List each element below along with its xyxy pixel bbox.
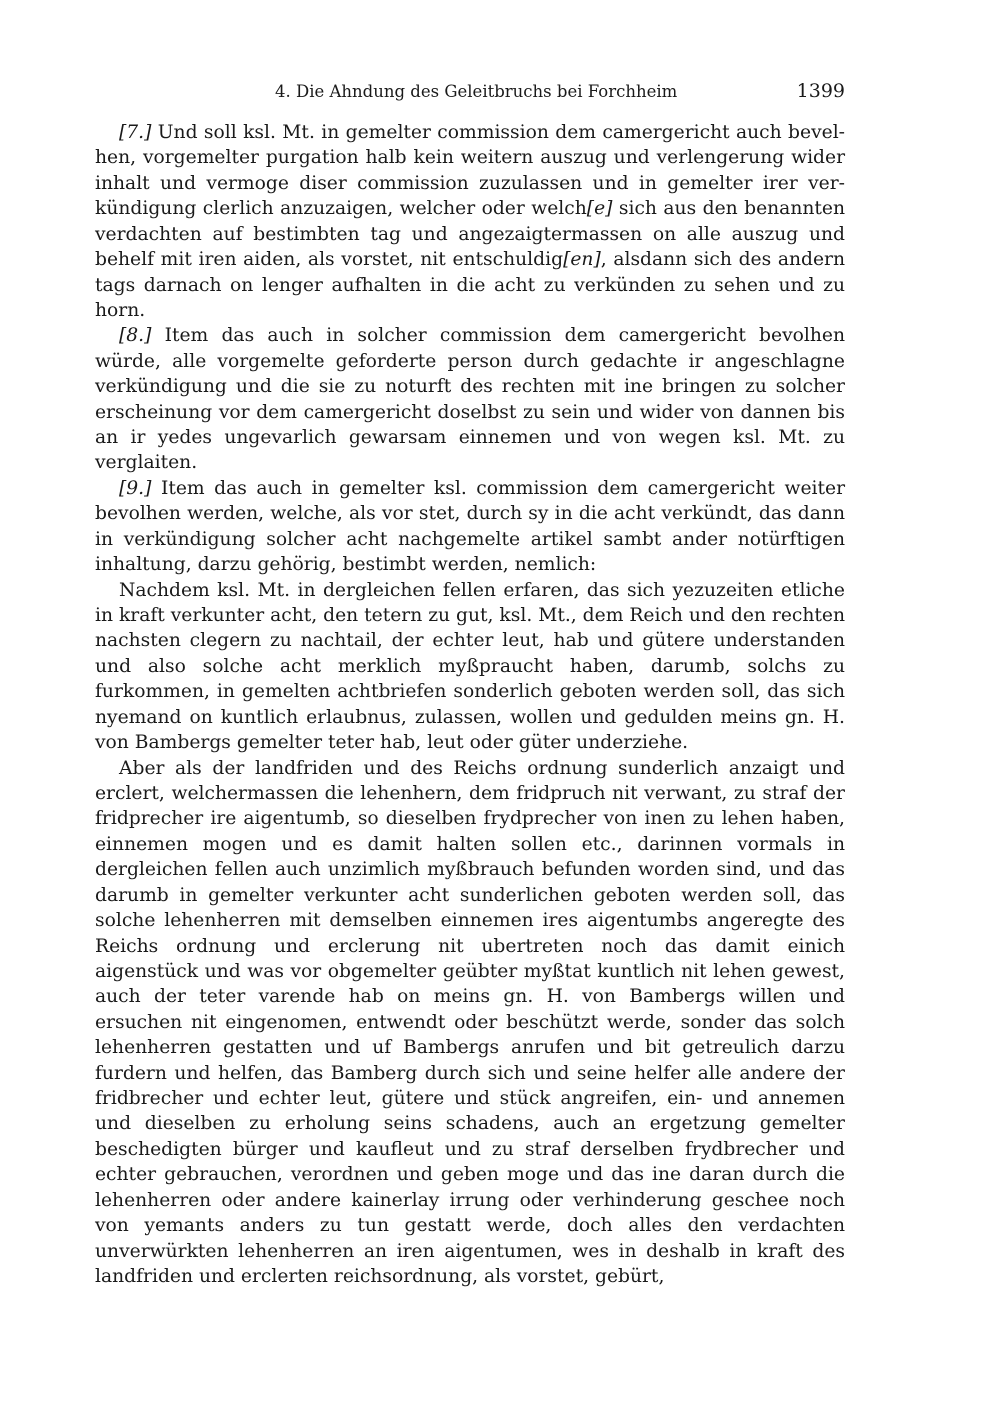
- paragraph-text: Item das auch in solcher commission dem camergericht bevolhen würde, alle vorgemelte geforderte person durch gedachte ir angeschlagne verkündigung und die sie zu noturft des rechten mit ine bringen zu solcher erscheinung vor dem camergericht doselbst zu sein und wider von dannen bis an ir yedes ungevarlich gewarsam einnemen und von wegen ksl. Mt. zu verglaiten.: [95, 325, 845, 474]
- document-body: [95, 120, 845, 1289]
- header-title: 4. Die Ahndung des Geleitbruchs bei Forchheim: [275, 82, 678, 101]
- paragraph-7: [95, 120, 845, 323]
- editorial-insertion: [en]: [563, 249, 601, 271]
- paragraph-nachdem: [95, 578, 845, 756]
- paragraph-text: sich aus den benannten verdachten auf bestimbten tag und angezaigtermassen on alle auszug und behelf mit iren aiden, als vorstet, nit entschuldig: [95, 198, 845, 271]
- paragraph-number: [8.]: [119, 325, 152, 347]
- editorial-insertion: [e]: [586, 198, 613, 220]
- paragraph-text: Nachdem ksl. Mt. in dergleichen fellen erfaren, das sich yezuzeiten etliche in kraft verkunter acht, den tetern zu gut, ksl. Mt., dem Reich und den rechten nachsten clegern zu nachtail, der echter leut, hab und gütere understanden und also solche acht merklich myßpraucht haben, darumb, solchs zu furkommen, in gemelten achtbriefen sonderlich geboten werden soll, das sich nyemand on kuntlich erlaubnus, zulassen, wollen und gedulden meins gn. H. von Bambergs gemelter teter hab, leut oder güter underziehe.: [95, 579, 845, 754]
- paragraph-8: [95, 323, 845, 476]
- paragraph-text: Aber als der landfriden und des Reichs ordnung sunderlich anzaigt und erclert, welchermassen die lehenhern, dem fridpruch nit verwant, zu straf der fridprecher ire aigentumb, so dieselben frydprecher von inen zu lehen haben, einnemen mogen und es damit halten sollen etc., darinnen vormals in dergleichen fellen auch unzimlich myßbrauch befunden worden sind, und das darumb in gemelter verkunter acht sunderlichen geboten werden soll, das solche lehenherren mit demselben einnemen ires aigentumbs angeregte des Reichs ordnung und erclerung nit ubertreten noch das damit einich aigenstück und was vor obgemelter geübter myßtat kuntlich nit lehen gewest, auch der teter varende hab on meins gn. H. von Bambergs willen und ersuchen nit eingenomen, entwendt oder beschützt werde, sonder das solch lehenherren gestatten und uf Bambergs anrufen und bit getreulich darzu furdern und helfen, das Bamberg durch sich und seine helfer alle andere der fridbrecher und echter leut, gütere und stück angreifen, ein- und annemen und dieselben zu erholung seins schadens, auch an ergetzung gemelter beschedigten bürger und kaufleut und zu straf derselben frydbrecher und echter gebrauchen, verordnen und geben moge und das ine daran durch die lehenherren oder andere kainerlay irrung oder verhinderung geschee noch von yemants anders zu tun gestatt werde, doch alles den verdachten unverwürkten lehenherren an iren aigentumen, wes in deshalb in kraft des landfriden und erclerten reichsordnung, als vorstet, gebürt,: [95, 757, 845, 1287]
- paragraph-9: [95, 476, 845, 578]
- paragraph-text: Und soll ksl. Mt. in gemelter commission dem camergericht auch bevelhen, vorgemelter purgation halb kein weitern auszug und verlengerung wider inhalt und vermoge diser commission zuzulassen und in gemelter irer verkündigung clerlich anzuzaigen, welcher oder welch: [95, 122, 845, 220]
- page-number: 1399: [796, 80, 845, 102]
- paragraph-text: Item das auch in gemelter ksl. commission dem camergericht weiter bevolhen werden, welche, als vor stet, durch sy in die acht verkündt, das dann in verkündigung solcher acht nachgemelte artikel sambt ander notürftigen inhaltung, darzu gehörig, bestimbt werden, nemlich:: [95, 477, 845, 576]
- paragraph-number: [9.]: [119, 477, 152, 499]
- running-header: [95, 80, 845, 110]
- paragraph-number: [7.]: [119, 122, 152, 143]
- paragraph-aber: [95, 756, 845, 1290]
- paragraph-text: , alsdann sich des andern tags darnach on lenger aufhalten in die acht zu verkünden zu sehen und zu horn.: [95, 249, 846, 321]
